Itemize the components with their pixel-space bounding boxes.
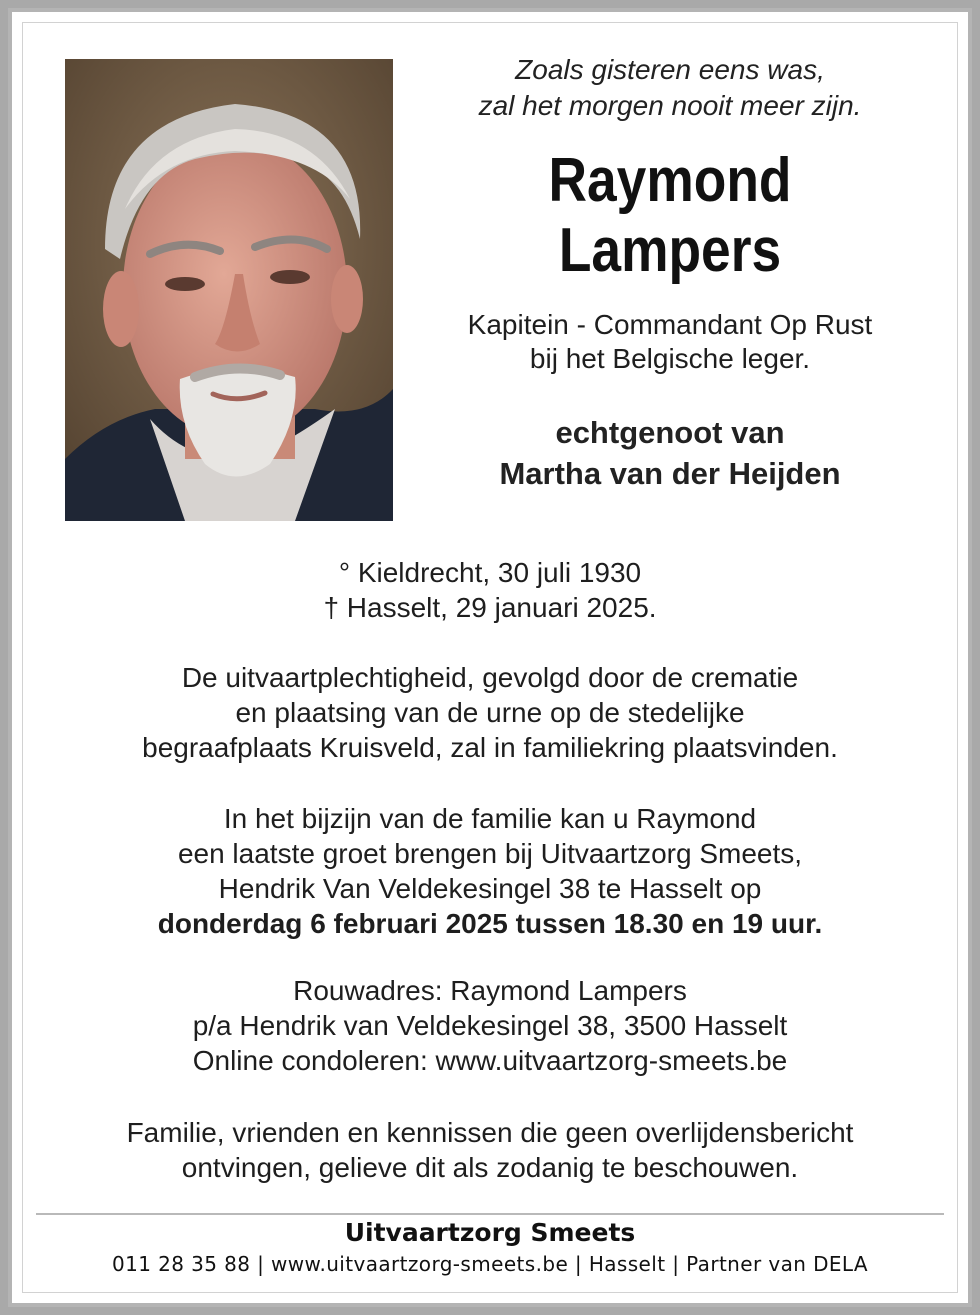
family-note-line-1: Familie, vrienden en kennissen die geen overlijdensbericht [126,1117,854,1148]
footer-divider [36,1213,944,1215]
header-column [430,52,910,494]
deceased-name [464,146,877,286]
birth-date: ° Kieldrecht, 30 juli 1930 [338,557,642,588]
condolence-link: Online condoleren: www.uitvaartzorg-smeets.be [192,1045,788,1076]
address-line-2: p/a Hendrik van Veldekesingel 38, 3500 Hasselt [192,1010,788,1041]
spouse-info [430,412,910,494]
portrait-photo [65,59,393,521]
rank-line-1: Kapitein - Commandant Op Rust [467,309,873,340]
ceremony-line-2: en plaatsing van de urne op de stedelijke [235,697,745,728]
visit-line-2: een laatste groet brengen bij Uitvaartzorg Smeets, [177,838,803,869]
ceremony-line-3: begraafplaats Kruisveld, zal in familiekring plaatsvinden. [142,732,838,763]
birth-death-dates [30,555,950,625]
mourning-address [30,973,950,1078]
visit-text [30,801,950,941]
funeral-company-name: Uitvaartzorg Smeets [344,1218,636,1247]
ceremony-line-1: De uitvaartplechtigheid, gevolgd door de crematie [181,662,799,693]
funeral-company-contact: 011 28 35 88 | www.uitvaartzorg-smeets.be | Hasselt | Partner van DELA [111,1252,868,1276]
spouse-line-1: echtgenoot van [555,415,785,450]
death-date: † Hasselt, 29 januari 2025. [323,592,657,623]
rank-line-2: bij het Belgische leger. [529,343,811,374]
last-name: Lampers [558,216,782,285]
opening-quote [430,52,910,124]
family-note [30,1115,950,1185]
address-line-1: Rouwadres: Raymond Lampers [293,975,687,1006]
family-note-line-2: ontvingen, gelieve dit als zodanig te beschouwen. [181,1152,799,1183]
spouse-line-2: Martha van der Heijden [499,456,841,491]
first-name: Raymond [548,146,792,215]
visit-date-time: donderdag 6 februari 2025 tussen 18.30 en 19 uur. [157,908,823,939]
quote-line-2: zal het morgen nooit meer zijn. [478,90,862,121]
quote-line-1: Zoals gisteren eens was, [515,54,825,85]
visit-line-3: Hendrik Van Veldekesingel 38 te Hasselt op [218,873,762,904]
visit-line-1: In het bijzijn van de familie kan u Raymond [223,803,757,834]
rank-title [430,308,910,376]
ceremony-text [30,660,950,765]
